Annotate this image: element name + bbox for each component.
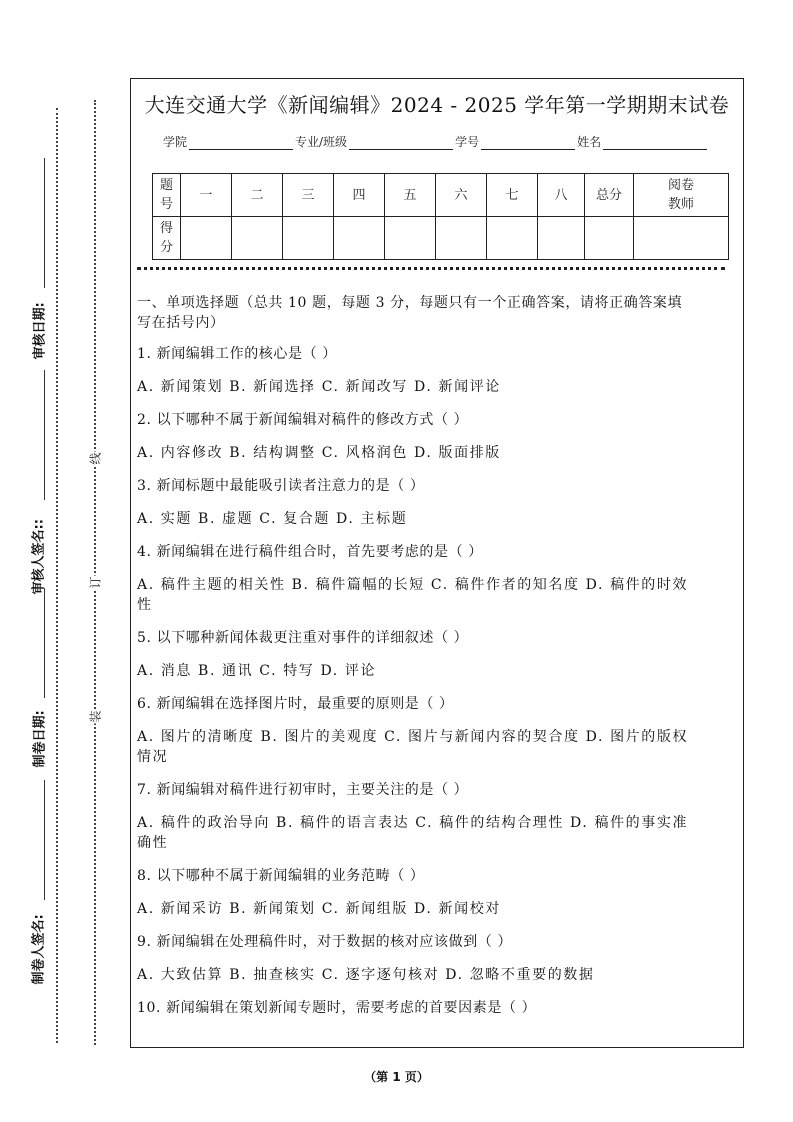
col-header-1: 一 [181, 174, 232, 217]
score-cell-5[interactable] [385, 217, 436, 260]
name-field[interactable] [603, 137, 707, 150]
college-field[interactable] [189, 137, 293, 150]
row-label-score: 得 分 [153, 217, 181, 260]
question-6: 6. 新闻编辑在选择图片时，最重要的原则是（ ） [137, 696, 454, 712]
student-id-label: 学号 [455, 135, 480, 149]
question-9-options: A. 大致估算 B. 抽查核实 C. 逐字逐句核对 D. 忽略不重要的数据 [137, 967, 595, 983]
question-8: 8. 以下哪种不属于新闻编辑的业务范畴（ ） [137, 868, 425, 884]
student-info-row [163, 133, 709, 150]
binding-dotted-line [94, 100, 96, 1045]
question-7-options: A. 稿件的政治导向 B. 稿件的语言表达 C. 稿件的结构合理性 D. 稿件的事实准 确性 [137, 815, 689, 851]
question-3: 3. 新闻标题中最能吸引读者注意力的是（ ） [137, 478, 425, 494]
question-4-options: A. 稿件主题的相关性 B. 稿件篇幅的长短 C. 稿件作者的知名度 D. 稿件的时效 性 [137, 577, 689, 613]
reviewer-sign-line [44, 370, 45, 500]
question-6-options: A. 图片的清晰度 B. 图片的美观度 C. 图片与新闻内容的契合度 D. 图片的版权 情况 [137, 729, 689, 765]
section1-instruction: 一、单项选择题（总共 10 题，每题 3 分，每题只有一个正确答案，请将正确答案填 写在括号内） [137, 295, 683, 331]
col-header-2: 二 [232, 174, 283, 217]
binding-char-zhuang: 装 [88, 710, 103, 723]
question-5: 5. 以下哪种新闻体裁更注重对事件的详细叙述（ ） [137, 630, 469, 646]
question-5-options: A. 消息 B. 通讯 C. 特写 D. 评论 [137, 663, 377, 679]
make-date-label: 制卷日期: [32, 710, 48, 768]
score-table-score-row [153, 217, 729, 260]
col-header-total: 总分 [585, 174, 634, 217]
binding-char-ding: 订 [88, 576, 103, 589]
student-id-field[interactable] [481, 137, 575, 150]
question-2-options: A. 内容修改 B. 结构调整 C. 风格润色 D. 版面排版 [137, 445, 501, 461]
question-2: 2. 以下哪种不属于新闻编辑对稿件的修改方式（ ） [137, 412, 469, 428]
name-label: 姓名 [577, 135, 602, 149]
question-10: 10. 新闻编辑在策划新闻专题时，需要考虑的首要因素是（ ） [137, 1000, 537, 1016]
dotted-separator [137, 267, 725, 270]
left-dotted-line [56, 108, 58, 1043]
score-cell-3[interactable] [283, 217, 334, 260]
score-cell-grader[interactable] [634, 217, 729, 260]
major-field[interactable] [349, 137, 453, 150]
question-1: 1. 新闻编辑工作的核心是（ ） [137, 346, 337, 362]
maker-sign-line [44, 780, 45, 900]
score-table [152, 173, 729, 260]
exam-frame [130, 78, 744, 1048]
score-cell-2[interactable] [232, 217, 283, 260]
score-cell-total[interactable] [585, 217, 634, 260]
col-header-5: 五 [385, 174, 436, 217]
page-number: （第 1 页） [364, 1070, 429, 1084]
col-header-8: 八 [538, 174, 585, 217]
row-label-question-no: 题 号 [153, 174, 181, 217]
question-4: 4. 新闻编辑在进行稿件组合时，首先要考虑的是（ ） [137, 544, 483, 560]
review-date-line [44, 158, 45, 288]
score-cell-4[interactable] [334, 217, 385, 260]
reviewer-sign-label: 审核人签名:: [31, 519, 47, 595]
col-header-6: 六 [436, 174, 487, 217]
score-cell-8[interactable] [538, 217, 585, 260]
score-cell-7[interactable] [487, 217, 538, 260]
make-date-line [44, 588, 45, 698]
major-label: 专业/班级 [295, 135, 348, 149]
question-3-options: A. 实题 B. 虚题 C. 复合题 D. 主标题 [137, 511, 408, 527]
binding-char-line: 线 [88, 452, 103, 465]
question-7: 7. 新闻编辑对稿件进行初审时，主要关注的是（ ） [137, 782, 469, 798]
maker-sign-label: 制卷人签名: [31, 914, 47, 985]
col-header-grader: 阅卷 教师 [634, 174, 729, 217]
exam-title: 大连交通大学《新闻编辑》2024 - 2025 学年第一学期期末试卷 [144, 93, 730, 117]
question-8-options: A. 新闻采访 B. 新闻策划 C. 新闻组版 D. 新闻校对 [137, 901, 501, 917]
col-header-4: 四 [334, 174, 385, 217]
score-cell-6[interactable] [436, 217, 487, 260]
question-9: 9. 新闻编辑在处理稿件时，对于数据的核对应该做到（ ） [137, 934, 513, 950]
college-label: 学院 [163, 135, 188, 149]
review-date-label: 审核日期: [32, 302, 48, 360]
col-header-3: 三 [283, 174, 334, 217]
question-1-options: A. 新闻策划 B. 新闻选择 C. 新闻改写 D. 新闻评论 [137, 379, 501, 395]
score-table-header-row [153, 174, 729, 217]
col-header-7: 七 [487, 174, 538, 217]
score-cell-1[interactable] [181, 217, 232, 260]
